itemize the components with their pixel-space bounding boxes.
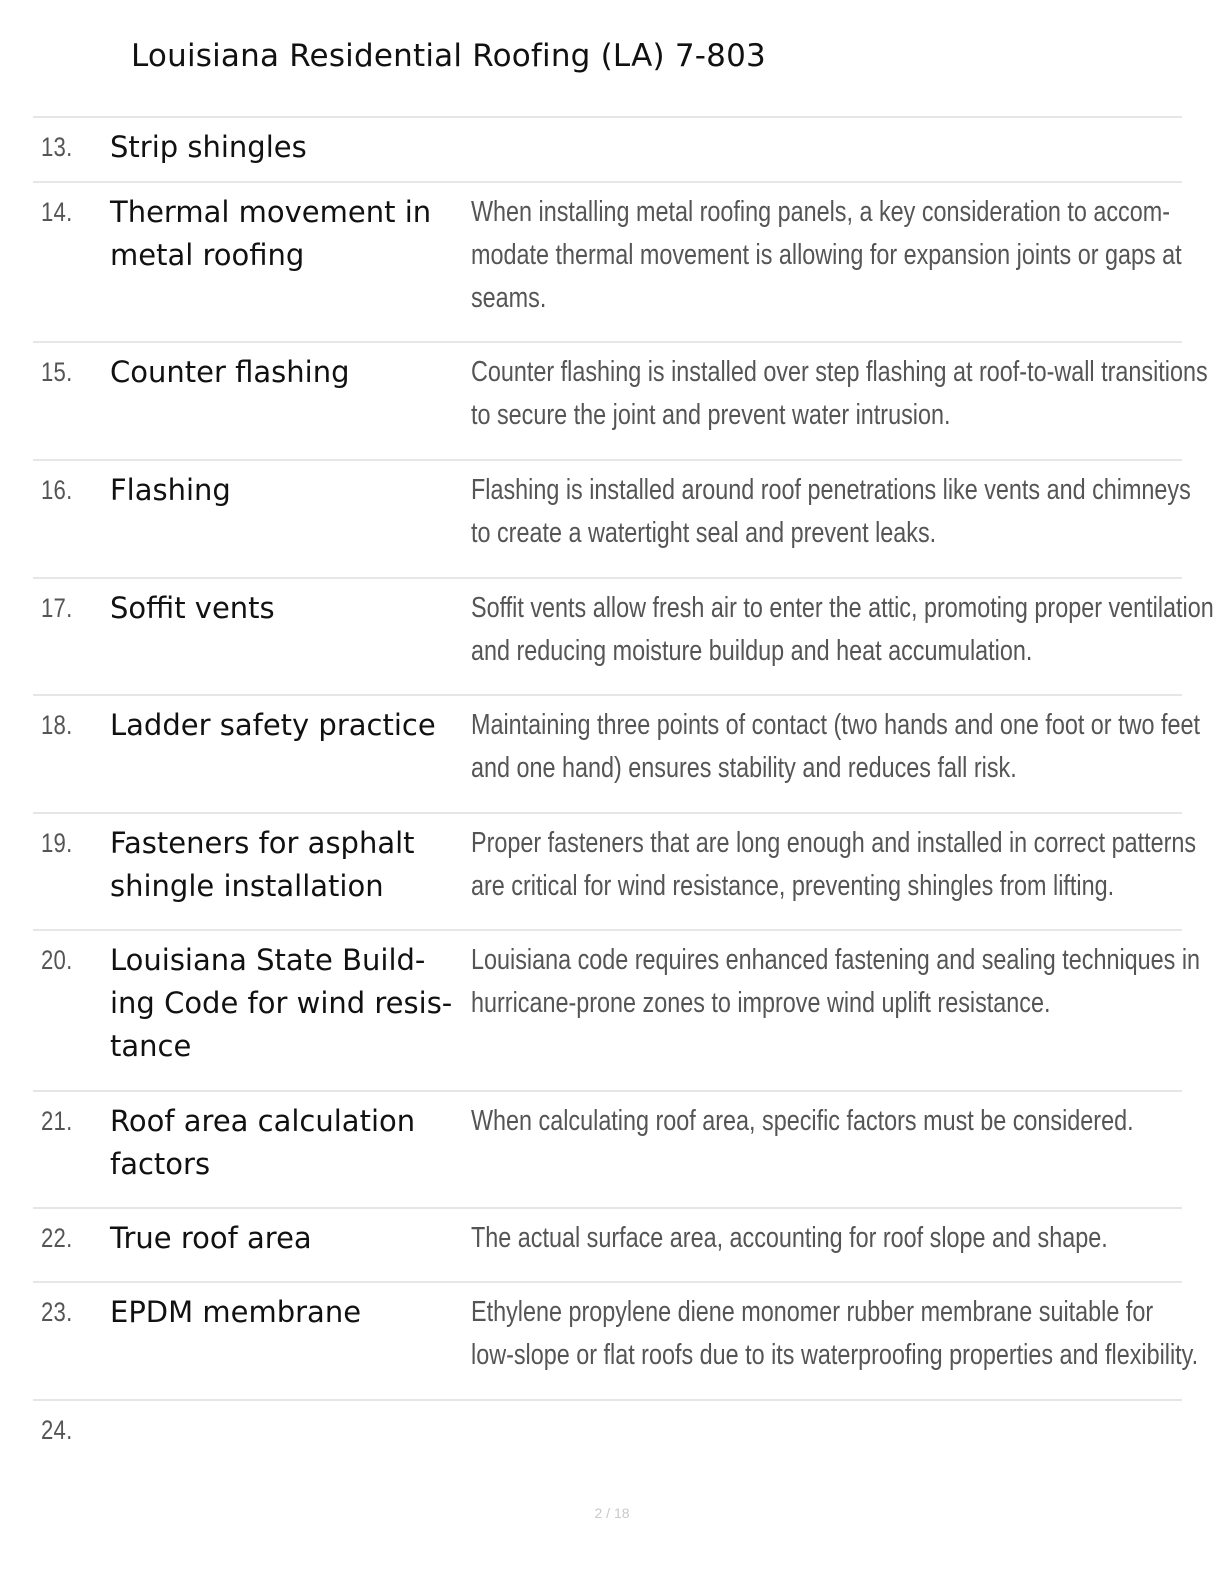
table-row <box>33 1283 1199 1401</box>
term-line: Roof area calculation <box>110 1104 416 1138</box>
definition-line: When installing metal roofing panels, a key consideration to accom- <box>471 196 1170 228</box>
term-line: True roof area <box>110 1221 312 1255</box>
definition-line: are critical for wind resistance, preventing shingles from lifting. <box>471 870 1115 902</box>
table-row <box>33 814 1197 931</box>
definition-line: Louisiana code requires enhanced fastening and sealing techniques in <box>471 944 1201 976</box>
definition <box>471 191 1182 320</box>
term <box>110 191 465 277</box>
term-line: tance <box>110 1029 192 1063</box>
table-row <box>33 696 1200 814</box>
row-number: 22. <box>41 1223 73 1253</box>
definition <box>471 1291 1199 1377</box>
flashcard-table <box>33 116 1214 1471</box>
row-number: 23. <box>41 1297 73 1327</box>
term <box>110 351 465 394</box>
term <box>110 1100 465 1186</box>
definition-line: Flashing is installed around roof penetrations like vents and chimneys <box>471 474 1191 506</box>
term-line: EPDM membrane <box>110 1295 362 1329</box>
term-line: metal roofing <box>110 238 305 272</box>
row-number: 18. <box>41 710 73 740</box>
row-number: 24. <box>41 1415 73 1445</box>
definition-line: low-slope or flat roofs due to its waterproofing properties and flexibility. <box>471 1339 1199 1371</box>
definition <box>471 469 1191 555</box>
term <box>110 126 465 169</box>
term <box>110 704 465 747</box>
table-row <box>33 118 1182 183</box>
definition-line: When calculating roof area, specific factors must be considered. <box>471 1105 1134 1137</box>
definition-line: The actual surface area, accounting for roof slope and shape. <box>471 1222 1108 1254</box>
term-line: ing Code for wind resis- <box>110 986 453 1020</box>
definition-line: and reducing moisture buildup and heat accumulation. <box>471 635 1033 667</box>
definition <box>471 939 1201 1025</box>
definition-line: Proper fasteners that are long enough and installed in correct patterns <box>471 827 1197 859</box>
definition-line: Soffit vents allow fresh air to enter the attic, promoting proper ventilation <box>471 592 1214 624</box>
page-number: 2 / 18 <box>594 1505 630 1521</box>
definition-line: to secure the joint and prevent water intrusion. <box>471 399 951 431</box>
term <box>110 822 465 908</box>
row-number: 20. <box>41 945 73 975</box>
row-number: 13. <box>41 132 73 162</box>
term-line: Flashing <box>110 473 231 507</box>
definition-line: Maintaining three points of contact (two hands and one foot or two feet <box>471 709 1200 741</box>
table-row <box>33 183 1182 343</box>
definition-line: seams. <box>471 282 547 314</box>
row-number: 17. <box>41 593 73 623</box>
table-row <box>33 1209 1182 1283</box>
definition-line: modate thermal movement is allowing for expansion joints or gaps at <box>471 239 1182 271</box>
table-row <box>33 343 1208 461</box>
term-line: factors <box>110 1147 211 1181</box>
term <box>110 1217 465 1260</box>
document-title: Louisiana Residential Roofing (LA) 7-803 <box>131 38 766 74</box>
row-number: 21. <box>41 1106 73 1136</box>
term-line: Fasteners for asphalt <box>110 826 415 860</box>
term-line: Louisiana State Build- <box>110 943 426 977</box>
table-row <box>33 579 1214 696</box>
term <box>110 469 465 512</box>
definition <box>471 587 1214 673</box>
term-line: Counter flashing <box>110 355 350 389</box>
term-line: Thermal movement in <box>110 195 432 229</box>
definition <box>471 822 1197 908</box>
term-line: Strip shingles <box>110 130 307 164</box>
term <box>110 1291 465 1334</box>
definition-line: and one hand) ensures stability and reduces fall risk. <box>471 752 1017 784</box>
term-line: shingle installation <box>110 869 384 903</box>
definition <box>471 704 1200 790</box>
table-row <box>33 1401 1182 1471</box>
definition <box>471 351 1208 437</box>
table-row <box>33 461 1191 579</box>
term <box>110 939 465 1068</box>
table-row <box>33 1092 1182 1209</box>
definition <box>471 1217 1156 1260</box>
term-line: Ladder safety practice <box>110 708 436 742</box>
definition-line: hurricane-prone zones to improve wind uplift resistance. <box>471 987 1051 1019</box>
row-number: 15. <box>41 357 73 387</box>
row-number: 19. <box>41 828 73 858</box>
definition-line: Ethylene propylene diene monomer rubber membrane suitable for <box>471 1296 1154 1328</box>
term-line: Soffit vents <box>110 591 275 625</box>
term <box>110 587 465 630</box>
definition <box>471 1100 1156 1143</box>
definition-line: to create a watertight seal and prevent leaks. <box>471 517 937 549</box>
definition-line: Counter flashing is installed over step flashing at roof-to-wall transitions <box>471 356 1208 388</box>
table-row <box>33 931 1201 1092</box>
row-number: 14. <box>41 197 73 227</box>
row-number: 16. <box>41 475 73 505</box>
